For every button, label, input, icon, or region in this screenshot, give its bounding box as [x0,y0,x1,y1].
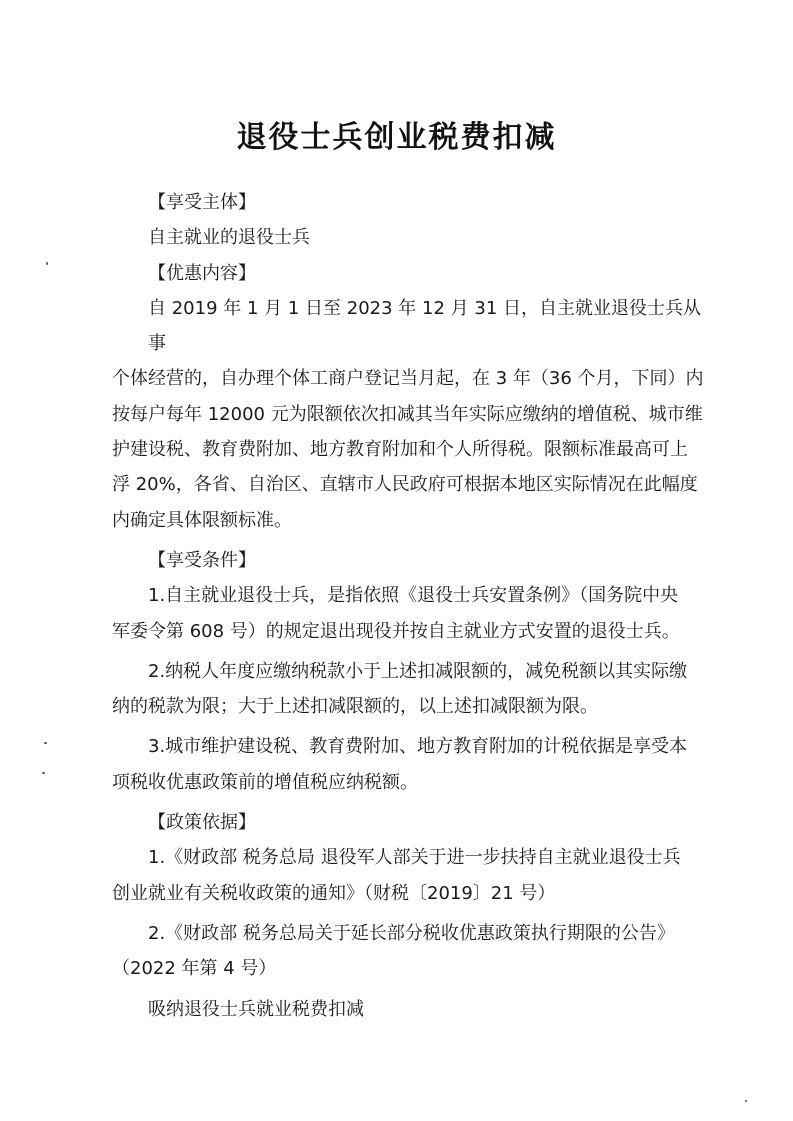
paragraph-line: 浮 20%，各省、自治区、直辖市人民政府可根据本地区实际情况在此幅度 [112,474,698,496]
scan-speck [745,1100,747,1102]
scan-speck [44,742,47,744]
scan-speck [42,772,45,774]
next-section-heading: 吸纳退役士兵就业税费扣减 [148,998,364,1020]
paragraph-line: 创业就业有关税收政策的通知》（财税〔2019〕21 号） [112,882,556,904]
paragraph-line: 2.纳税人年度应缴纳税款小于上述扣减限额的，减免税额以其实际缴 [148,660,688,682]
paragraph-line: 自主就业的退役士兵 [148,227,310,249]
section-heading-conditions: 【享受条件】 [148,549,256,571]
section-heading-basis: 【政策依据】 [148,812,256,834]
paragraph-line: 2.《财政部 税务总局关于延长部分税收优惠政策执行期限的公告》 [148,922,675,944]
paragraph-line: 按每户每年 12000 元为限额依次扣减其当年实际应缴纳的增值税、城市维 [112,403,703,425]
paragraph-line: 项税收优惠政策前的增值税应纳税额。 [112,771,418,793]
paragraph-line: （2022 年第 4 号） [112,958,277,980]
document-title: 退役士兵创业税费扣减 [236,120,557,155]
section-heading-beneficiary: 【享受主体】 [148,192,256,213]
paragraph-line: 1.《财政部 税务总局 退役军人部关于进一步扶持自主就业退役士兵 [148,847,681,869]
paragraph-line: 内确定具体限额标准。 [112,509,292,531]
paragraph-line: 自 2019 年 1 月 1 日至 2023 年 12 月 31 日，自主就业退役士兵从事 [148,297,701,355]
paragraph-line: 个体经营的，自办理个体工商户登记当月起，在 3 年（36 个月，下同）内 [112,368,704,390]
paragraph-line: 3.城市维护建设税、教育费附加、地方教育附加的计税依据是享受本 [148,736,688,758]
paragraph-line: 纳的税款为限；大于上述扣减限额的，以上述扣减限额为限。 [112,696,598,718]
paragraph-line: 军委令第 608 号）的规定退出现役并按自主就业方式安置的退役士兵。 [112,620,680,642]
document-body [112,185,704,1027]
paragraph-line: 1.自主就业退役士兵，是指依照《退役士兵安置条例》（国务院中央 [148,585,679,607]
scan-speck [46,262,48,265]
section-heading-benefit: 【优惠内容】 [148,262,256,284]
paragraph-line: 护建设税、教育费附加、地方教育附加和个人所得税。限额标准最高可上 [112,439,688,461]
